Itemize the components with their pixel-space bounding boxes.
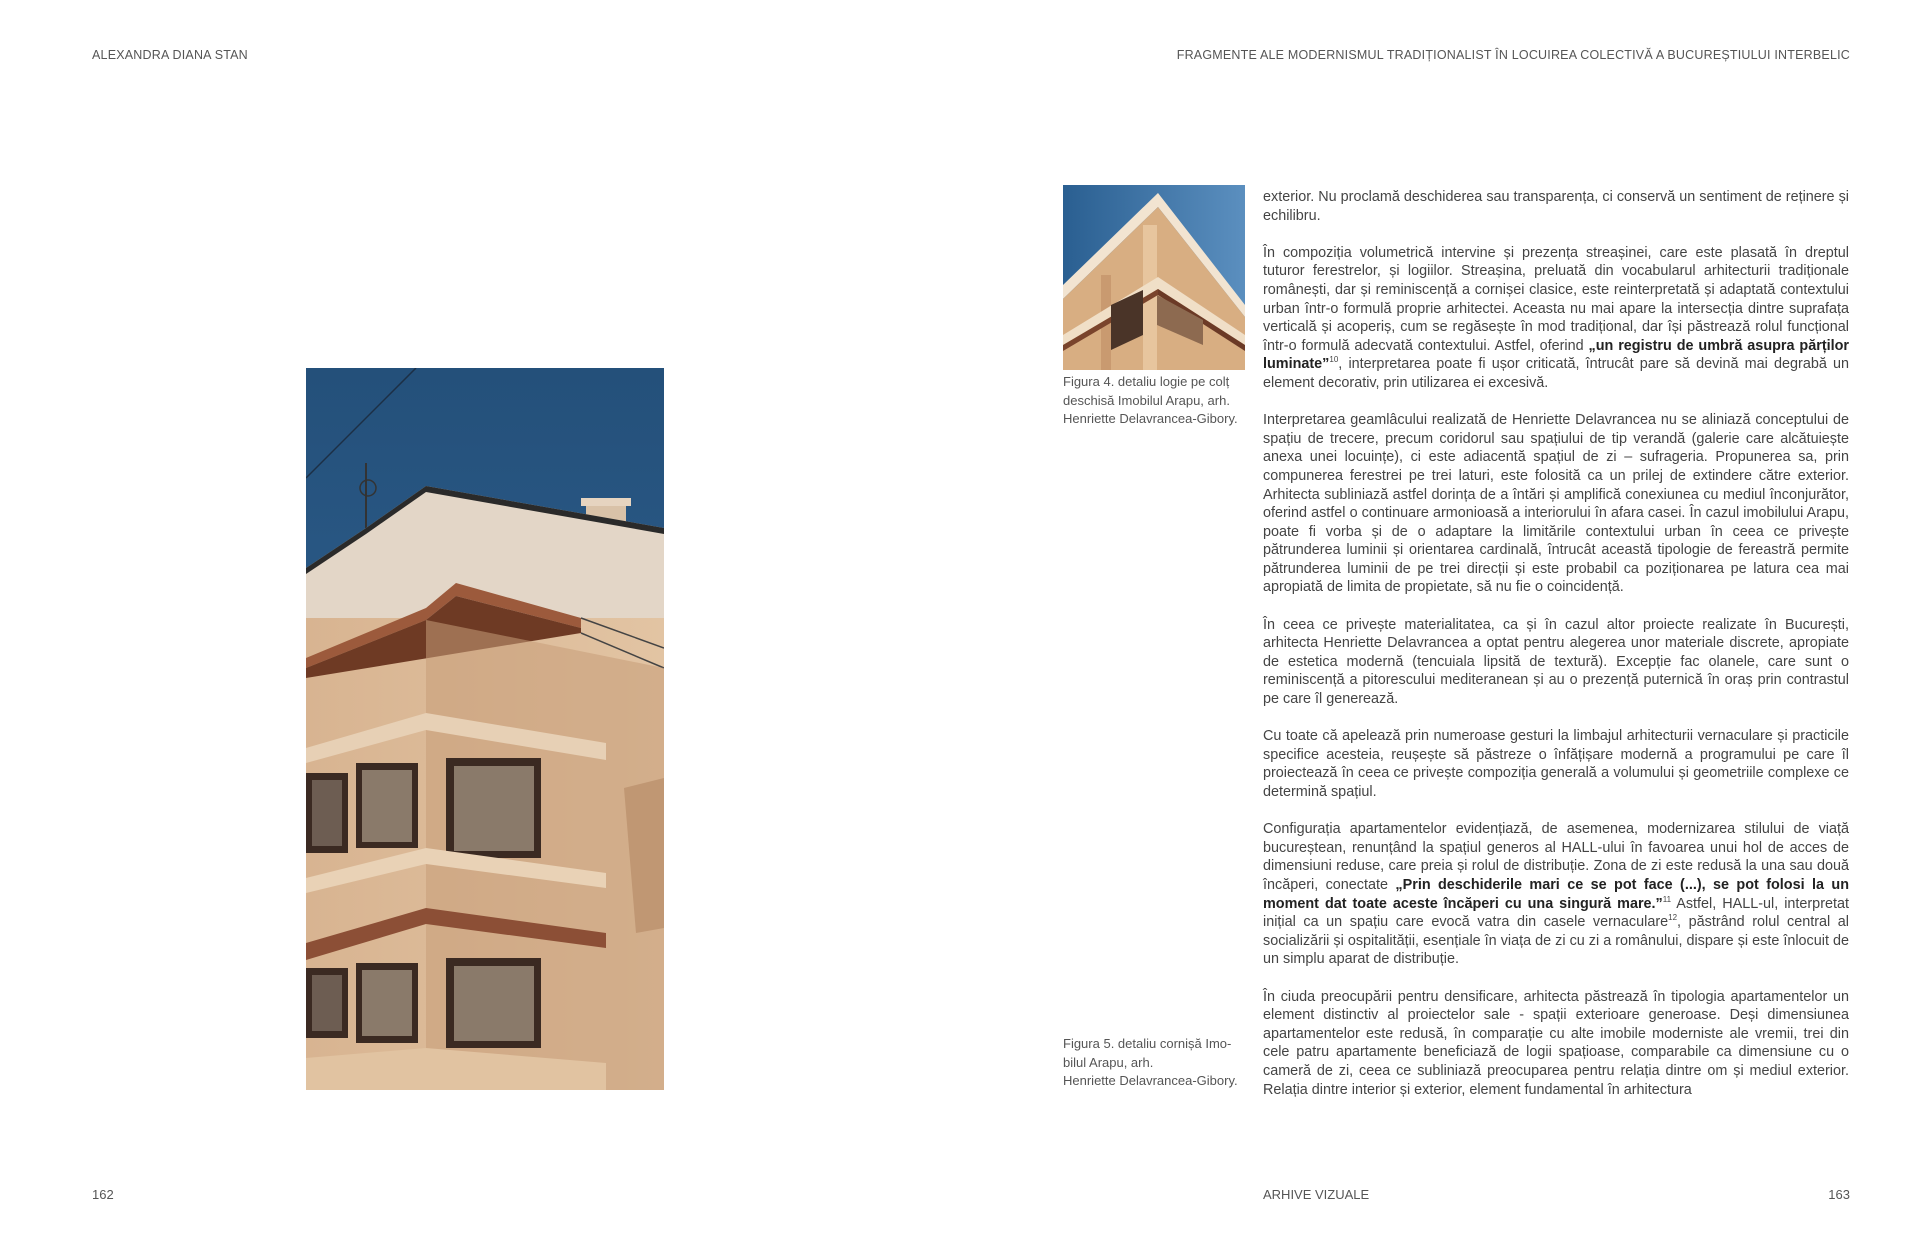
caption-line: Figura 4. detaliu logie pe colț [1063, 374, 1230, 389]
figure-4-caption [1063, 373, 1253, 429]
caption-line: deschisă Imobilul Arapu, arh. [1063, 392, 1230, 408]
paragraph [1263, 820, 1849, 969]
running-header-author: ALEXANDRA DIANA STAN [92, 48, 248, 62]
figure-5-caption [1063, 1035, 1253, 1091]
page-number-right: 163 [1828, 1187, 1850, 1202]
quote: „un registru de umbră asupra părților luminate” [1263, 337, 1849, 373]
paragraph [1263, 244, 1849, 393]
figure-4-photo [1063, 185, 1245, 370]
running-header-title: FRAGMENTE ALE MODERNISMUL TRADIȚIONALIST ÎN LOCUIREA COLECTIVĂ A BUCUREȘTIULUI INTERBELIC [1176, 48, 1850, 62]
caption-line: Henriette Delavrancea-Gibory. [1063, 411, 1238, 426]
paragraph: Interpretarea geamlâcului realizată de Henriette Delavrancea nu se aliniază conceptului de spațiu de trecere, precum coridorul sau spațiului de tip verandă (galerie care alcătuiește anexa unei locuințe), ci este adiacentă spațiul de zi – sufrageria. Propunerea sa, prin compunerea ferestrei pe trei laturi, este folosită ca un prilej de extindere către exterior. Arhitecta subliniază astfel dorința de a întări și amplifică conexiunea cu mediul înconjurător, oferind astfel o continuare armonioasă a interiorului în afara casei. În cazul imobilului Arapu, poate fi vorba și de o adaptare la limitările contextului urban în ceea ce privește pătrunderea luminii și orientarea cardinală, întrucât această tipologie de fereastră permite pătrunderea luminii de pe trei direcții și este probabil ca poziționarea pe latura cea mai apropiată de limita de propietate, să nu fie o coincidență. [1263, 412, 1849, 596]
paragraph: Cu toate că apelează prin numeroase gesturi la limbajul arhitecturii vernaculare și practicile specifice acesteia, reușește să păstreze o înfățișare modernă a programului pe care îl proiectează în ceea ce privește compoziția generală a volumului și geometriile complexe ce determină spațiul. [1263, 728, 1849, 800]
figure-5-photo [306, 368, 664, 1090]
paragraph: În ciuda preocupării pentru densificare, arhitecta păstrează în tipologia apartamentelor un element distinctiv al proiectelor sale - spații exterioare generoase. Deși dimensiunea apartamentelor este redusă, în comparație cu alte imobile moderniste ale vremii, trei din cele patru apartamente beneficiază de logii spațioase, comparabile ca dimensiune cu o cameră de zi, ceea ce subliniază preocuparea pentru relația dintre om și mediul exterior. Relația dintre interior și exterior, element fundamental în arhitectura [1263, 988, 1849, 1098]
footnote-ref: 11 [1662, 894, 1672, 904]
paragraph: În ceea ce privește materialitatea, ca și în cazul altor proiecte realizate în București, arhitecta Henriette Delavrancea a optat pentru alegerea unor materiale discrete, apropiate de estetica modernă (tencuiala lipsită de textură). Excepție fac olanele, care sunt o reminiscență a pitorescului mediteranean și au o prezență puternică în oraș prin contrastul pe care îl generează. [1263, 616, 1849, 708]
paragraph-text: , păstrând rolul central al socializării și ospitalității, esențiale în viața de zi cu zi a românului, dispare și este înlocuit de un simplu aparat de distribuție. [1263, 914, 1849, 968]
caption-line: Figura 5. detaliu cornișă Imo- [1063, 1036, 1232, 1051]
section-name: ARHIVE VIZUALE [1263, 1187, 1370, 1202]
footnote-ref: 10 [1329, 355, 1339, 365]
caption-line: bilul Arapu, arh. [1063, 1054, 1154, 1070]
paragraph: exterior. Nu proclamă deschiderea sau transparența, ci conservă un sentiment de reținere și echilibru. [1263, 189, 1849, 224]
paragraph-text: În compoziția volumetrică intervine și prezența streașinei, care este plasată în dreptul tuturor ferestrelor, și logiilor. Streașina, preluată din vocabularul arhitecturii tradiționale românești, dar și reminiscență a cornișei clasice, este reinterpretată și adaptată contextului urban într-o formulă proprie arhitectei. Aceasta nu mai apare la intersecția dintre suprafața verticală și acoperiș, cum se regăsește în mod tradițional, dar își păstrează rolul funcțional într-o formulă adecvată contextului. Astfel, oferind [1263, 244, 1849, 354]
page-number-left: 162 [92, 1187, 114, 1202]
caption-line: Henriette Delavrancea-Gibory. [1063, 1073, 1238, 1088]
body-text-column [1263, 188, 1849, 1118]
paragraph-text: , interpretarea poate fi ușor criticată, întrucât pare să devină mai degrabă un element decorativ, prin utilizarea ei excesivă. [1263, 356, 1849, 391]
paragraph-text: Astfel, HALL-ul, interpretat inițial ca un spațiu care evocă vatra din casele vernaculare [1263, 895, 1849, 931]
paragraph-text: Configurația apartamentelor evidențiază, de asemenea, modernizarea stilului de viață bucureștean, renunțând la spațiul generos al HALL-ului în favoarea unui hol de acces de dimensiuni reduse, care preia și rolul de distribuție. Zona de zi este redusă la una sau două încăperi, conectate [1263, 821, 1849, 893]
quote: „Prin deschiderile mari ce se pot face (...), se pot folosi la un moment dat toate aceste încăperi cu una singură mare.” [1263, 876, 1849, 912]
footnote-ref: 12 [1668, 913, 1678, 923]
